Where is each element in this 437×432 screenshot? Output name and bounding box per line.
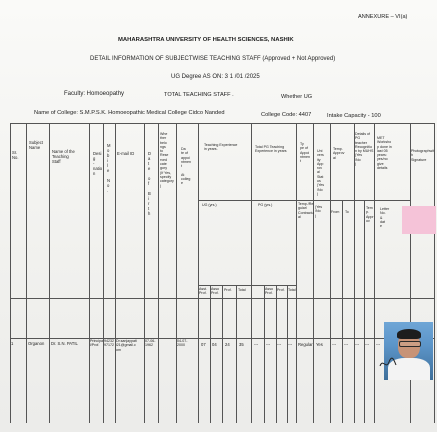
col-staff-l1: Name of the <box>52 149 75 154</box>
col-staff-l3: Staff <box>52 159 61 164</box>
signature-mark <box>378 356 398 370</box>
col-appointment-date: Da te of appoi ntmen t At colleg e <box>181 147 191 186</box>
col-temp-approval: Temp. Approv al <box>333 147 345 160</box>
col-srno-l1: Sr. <box>12 150 18 155</box>
ug-asso-prof-label: Asso Prof. <box>211 287 219 296</box>
college-code: College Code: 4407 <box>261 112 312 118</box>
whether-ug-label: Whether UG <box>281 94 313 100</box>
row-email: Dr.sanjaypati l21@gmail.c om <box>116 339 137 352</box>
row-pg-recognition: --- <box>355 342 360 347</box>
col-appointment-type: Ty pe of Appoi ntmen t <box>300 142 310 164</box>
pg-years-label: PG (yrs.) <box>258 203 273 207</box>
row-pg-dash-4: --- <box>288 342 293 347</box>
row-appointment-type: Regular <box>298 342 313 347</box>
row-pg-dash-1: --- <box>254 342 259 347</box>
intake-capacity: Intake Capacity - 100 <box>327 113 381 119</box>
row-ug-asso: 04 <box>212 342 217 347</box>
col-designation: Desig - natio n <box>93 151 103 176</box>
col-pg-recognition: Details of PG teacher Recognitio n by MUHS (Yes /No ) <box>355 132 374 167</box>
row-met: --- <box>376 342 381 347</box>
row-letter: --- <box>365 342 370 347</box>
ug-years-label: UG (yrs.) <box>202 203 217 207</box>
row-pg-dash-2: --- <box>266 342 271 347</box>
total-teaching-label: TOTAL TEACHING STAFF . <box>164 92 234 98</box>
pg-total-label: Total <box>288 288 296 292</box>
col-met-workshop: MET Worksho p done in last 05 years: yes/no give details <box>377 136 392 171</box>
col-subject-l2: Name <box>29 145 41 150</box>
row-ug-total: 35 <box>239 342 244 347</box>
pg-asso-prof-label: Asso Prof. <box>265 287 273 296</box>
pink-highlight-mark <box>402 206 436 234</box>
university-title: MAHARASHTRA UNIVERSITY OF HEALTH SCIENCES, NASHIK <box>118 37 294 43</box>
col-mobile: M o b i l e N o . <box>107 143 111 193</box>
row-designation: Principa l/Prof. <box>90 339 103 348</box>
ug-prof-label: Prof. <box>224 288 232 292</box>
row-appointment-date: 04-07- 2000 <box>177 339 188 348</box>
row-subject: Organon <box>28 341 45 346</box>
col-photograph: Photographwith Signature <box>411 149 434 162</box>
annexure-label: ANNEXURE – VI(a) <box>358 14 408 20</box>
col-srno-l2: No. <box>12 155 19 160</box>
col-teaching-exp: Teaching Experience in years. <box>204 143 238 152</box>
ug-total-label: Total <box>238 288 246 292</box>
row-mobile: 94232 97172 <box>104 339 114 348</box>
letter-sub-label: Letter No. & dat e <box>380 207 390 229</box>
col-pg-exp: Total PG Teaching Experience in years <box>255 145 287 154</box>
college-name: Name of College: S.M.P.S.K. Homoeopathic Medical College Cidco Nanded <box>34 110 225 116</box>
pg-prof-label: Prof. <box>277 288 285 292</box>
row-university-approval: Yes <box>316 342 323 347</box>
staff-photograph <box>384 322 433 380</box>
from-label: From <box>331 210 340 214</box>
row-from: --- <box>332 342 337 347</box>
row-ug-prof: 24 <box>225 342 230 347</box>
col-email: E-mail ID <box>117 151 135 156</box>
degree-date: UG Degree AS ON: 3 1 /01 /2025 <box>171 74 260 80</box>
row-dob: 07-06- 1962 <box>145 339 156 348</box>
univ-sub-label: (Yes /No ) <box>315 205 323 218</box>
col-dob: D a t e o f B i r t h <box>148 151 152 216</box>
col-reserved-category: Whe ther belo ngs to Rese rved cate gory (If Yes, specify category ) <box>160 132 174 188</box>
detail-title: DETAIL INFORMATION OF SUBJECTWISE TEACHING STAFF (Approved + Not Approved) <box>90 56 336 62</box>
ug-asst-prof-label: Asst. Prof. <box>199 287 207 296</box>
col-staff-l2: Teaching <box>52 154 69 159</box>
col-university-approval: Uni vers ity App rov al Stat us (Yes /No ) <box>317 149 325 196</box>
col-subject-l1: Subject <box>29 140 43 145</box>
row-pg-dash-3: --- <box>277 342 282 347</box>
row-srno: 1 <box>11 341 14 346</box>
row-ug-asst: 07 <box>201 342 206 347</box>
temp-approval-sub-label: Tem p. Appr ov <box>366 206 374 223</box>
row-staff-name: Dr. S.N. PATIL <box>51 341 78 346</box>
to-label: To <box>345 210 349 214</box>
row-to: --- <box>344 342 349 347</box>
type-sub-label: Temp./Re gular/ Contractu al <box>298 202 314 219</box>
faculty-label: Faculty: Homoeopathy <box>64 91 125 97</box>
